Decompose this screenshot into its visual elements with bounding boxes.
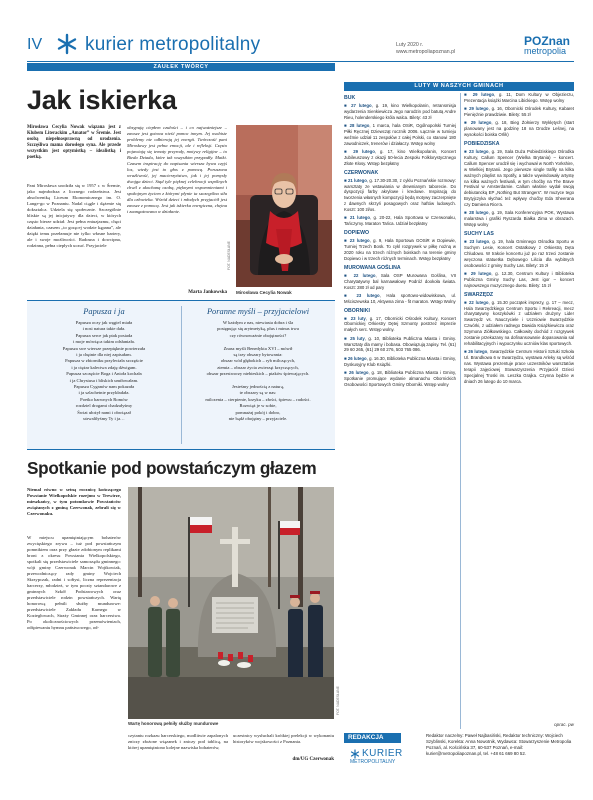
article-body-col1: Pani Mirosława urodziła się w 1957 r. w Śremie, jako najmłodsza z licznego rodzeństwa. Jest absolwentką Liceum Ekonomicznego im. O. Lange-go w Poznaniu. Nadal ciągle i dążenie się doksztalca. Udziela się społecznie. Szczególnie bliskie są jej inicjatywy dla dzieci, w których często bierze udział. Jest pełna entuzjazmu, chęci działania, czasem „to gorącej wodzie kąpana”, ale dzięki temu przełamuje nie tylko własne bariery, ale i swoje możliwości. Radosna i dowcipna, rodzinna, pełna ciepłych uczuć. Przyjaciele (27, 183, 121, 248)
bullet-icon: ■ (344, 149, 354, 155)
event-date: 23 lutego (356, 292, 380, 298)
poem-line: Rozwiąż je w sobie, (239, 403, 277, 409)
bullet-icon: ■ (464, 149, 470, 155)
article2-title: Spotkanie pod powstańczym głazem (27, 458, 317, 478)
event-text: g. 10, Biblioteka Publiczna Miasta i Gminy. Warsztaty dla mamy i bobasa. Obowiązują zapisy. Tel. (61) 29 60 265, (61) 29 60 276, 503 765 086. (344, 335, 456, 353)
poem2-lines (183, 320, 333, 423)
poem-line: i ja ciężar kalectwa zdaję dźwigam. (71, 364, 137, 370)
event-entry: ■ 23 lutego, g. 19, Sala Duża Pobiedziskiego Ośrodka Kultury, Callum Spencer (Wielka Brytania) – koncert. Callum Spencer urodził się i wychował w North Yorkshire, w Wielkiej Brytanii. Jego pierwsze single trafiły na kilka ważnych playlist na Spotify, a także wywindowały artystę na kilka ważnych festiwali, w tym choćby na The Brave Festival w Amsterdamie. Callum właśnie wydał swoją debiutancką EP „Nothing But Strangers”. W muzyce tego Brytyjczyka słychać też wpływy choćby Eda Sheerana czy Damiena Rice'a. (464, 149, 574, 208)
poem-line: pomnażaj pokój i dobro, (235, 409, 281, 415)
bullet-icon: ■ (464, 299, 470, 305)
article2-body-col1: W miejscu upamiętniającym bohaterów zwycięskiego zrywu – tuż pod powstańczym pomnikiem oraz przy głazie zdobionym replikami broni z okresu Powstania Wielkopolskiego, spotkali się przedstawiciele samorządu gminnego: wójt gminy Czerwonak Marcin Wojtkowiak, przewodniczący rady gminy Wojciech Skrzypczak, radni i sołtysi, liczna reprezentacja harcerzy, młodzież, w tym poczty sztandarowe z gminnych Szkół Podstawowych oraz przedstawiciele rodzin powstańczych. Wartę honorową pełnili służby mundurowe: przedstawiciele Zakładu Karnego w Koziegłowach, Straży Gminnej oraz harcerstwa. Po okolicznościowych przemówieniach, odśpiewaniu hymnu państwowego, od- (27, 535, 121, 630)
events-col2 (464, 92, 574, 722)
bullet-icon: ■ (464, 92, 473, 97)
bullet-icon: ■ (344, 335, 351, 341)
event-date: 29 lutego (470, 271, 492, 277)
event-text: g. 16.30, Biblioteka Publiczna Miasta i Gminy, Dyskusyjny Klub Książki. (344, 355, 456, 367)
poem-line: i nosi natura takie dała. (82, 326, 126, 332)
event-date: 25 luty (350, 335, 365, 341)
poem-line: Papusza szczęście Boga i Anioła kochała (66, 371, 142, 377)
article2-author: dm/UG Czerwonak (292, 757, 334, 762)
bullet-icon: ■ (344, 315, 351, 321)
section-label (27, 63, 335, 71)
header-rule (27, 61, 574, 62)
event-text: g. 17.30-20.30, z cyklu Poznańskie rozmowy: warsztaty ze wstawiania w drewnianym taborecie. Do dyspozycji farby akrylowe i kredowe. Inspiracją do tworzenia własnych kompozycji będą motywy zaczerpnięte z dawnych skrzyń posagowych oraz haftów ludowych. Koszt: 100 zł/os. (344, 177, 456, 213)
article-title: Jak iskierka (27, 85, 177, 115)
event-date: 28 lutego (349, 123, 370, 129)
poem-line: ziemia – obszar życia zwierząt krzyczących, (217, 364, 299, 370)
poem-line: obszar wód głębokich – ryb milczących, (220, 358, 296, 364)
poem-line: Papusza Cyganów nam pokazała (73, 384, 135, 390)
bullet-icon: ■ (464, 106, 470, 112)
events-town-heading: MUROWANA GOŚLINA (344, 264, 401, 271)
event-entry: ■ 28 lutego, 1 marca, hala OSiR, Ogólnopolski Turniej Piłki Ręcznej Dziewcząt rocznik 2006. Łącznie w turnieju weźmie udział 11 zespołów z całej Polski, co stanowi 180 zawodniczek, trenerów i działaczy. Wstęp wolny (344, 123, 456, 146)
poem-line: Papusza serce jak ptak posiada (75, 332, 133, 338)
event-date: 23 lutego (469, 149, 489, 155)
event-date: 28 lutego (469, 210, 489, 216)
event-text: g. 17, kino Wielkopolanin, Koncert Jubileuszowy z okazji 50-lecia Zespołu Folklorystycznego Złote Kłosy. Wstęp bezpłatny (344, 149, 456, 166)
kurier-logo-bottom: METROPOLITALNY (350, 759, 396, 765)
poem-line: Znasz myśli Benedykta XVI – mówił (223, 345, 293, 351)
event-date: 23 lutego (349, 238, 370, 244)
kurier-logo-top: KURIER (362, 748, 403, 759)
bullet-icon: ■ (344, 238, 350, 244)
poem-line: Papusza swe wiersze przepięknie powierzała (62, 345, 146, 351)
event-entry: ■ 29 lutego, g. 17, kino Wielkopolanin, Koncert Jubileuszowy z okazji 50-lecia Zespołu Folklorystycznego Złote Kłosy. Wstęp bezpłatny (344, 149, 456, 166)
event-entry: ■ 23 lutego, Hala sportowo-widowiskowa, ul. Mściszewska 10, Aktywna zima - fit maraton. Wstęp Wolny (344, 292, 456, 304)
event-text: g. 19, Sala Konferencyjna POK, Wystawa malarstwa i grafiki Ryszarda Białka Zima w obrazach. Wstęp wolny (464, 210, 574, 228)
events-town-heading: BUK (344, 95, 356, 101)
event-entry: ■ 23 lutego, g. 19, hala Gminnego Ośrodka Sportu w Suchym Lesie, Koncert Ostatkowy z Orkiestrą Dęta Chludowo. W trakcie koncertu już po raz trzeci zostanie wręczona statuetka Dębowego Liścia dla wybitnych osobowości z gminy Suchy Las. Bilety: 15 zł (464, 239, 574, 268)
bullet-icon: ■ (344, 215, 351, 221)
issue-date: Luty 2020 r. (396, 42, 424, 48)
event-entry: ■ 26 lutego, Swarzędzkie Centrum Historii Sztuki Szkoła Ul. Brandkowa 6 w Swarzędzu, wystawa Arleky są wśród nas. Wystawa prezentuje prace uczestników warsztatów terapii zajęciowej Stowarzyszenia Przyjaciół Dzieci Specjalnej Troski im. Leszka Grajka. Czynna będzie w dniach 26 lutego do 10 marca. (464, 349, 574, 384)
metropolia-logo (524, 36, 574, 56)
asterisk-small-icon (350, 749, 360, 759)
event-text: Swarzędzkie Centrum Historii Sztuki Szkoła Ul. Brandkowa 6 w Swarzędzu, wystawa Arleky są wśród nas. Wystawa prezentuje prace uczestników warsztatów terapii zajęciowej Stowarzyszenia Przyjaciół Dzieci Specjalnej Troski im. Leszka Grajka. Czynna będzie w dniach 26 lutego do 10 marca. (464, 349, 574, 384)
event-entry: ■ 23 luty, g. 17, Obornicki Ośrodek Kultury, Koncert Obornickiej Orkiestry Dętej Szmonty postrzeż imprezie małych serc. Wstęp wolny. (344, 315, 456, 333)
bullet-icon: ■ (344, 355, 348, 361)
poem-line: Papusza oczy jak węgiel miała (75, 320, 133, 325)
events-header-text: LUTY W NASZYCH GMINACH (414, 83, 504, 89)
poem-line: nie bądź obojętny – przyjaciele. (228, 416, 288, 422)
events-town-heading: DOPIEWO (344, 230, 370, 237)
poem-line: są trzy obszary bytowania: (233, 352, 283, 358)
event-text: g. 20-22, Hala Sportowa w Czerwonaku, Tańczymy. Maraton Tańca. Udział bezpłatny (344, 215, 456, 227)
poem-line: i ja chętnie dla niej zapisałam. (76, 352, 132, 358)
event-date: 29 lutego (353, 149, 375, 155)
event-entry: ■ 22 lutego, g. 15.30 początek imprezy, g. 17 – mecz, Hala Swarzędzkiego Centrum Sportu i Rekreacji, mecz charytatywny koszykówki z udziałem drużyny Lider Swarzędz vs. Nauczyciele i Uczniowie Swarzędzkie Czwórki, z udziałem radnego Dawida Książkiewicza oraz Szymona Ziółkowskiego. Całkowity dochód z rozgrywek zostanie przekazany na dofinansowanie dopasowania sal rehabilitacyjnych i wypoczynku uczniów klas sportowych. (464, 299, 574, 346)
event-text: g. 12.30, Centrum Kultury i Biblioteka Publiczna Gminy Suchy Las, Jest igor – koncert najnowszego muzycznego duetu. Bilety: 15 zł (464, 271, 574, 288)
event-date: 29 lutego (470, 120, 492, 126)
event-entry: ■ 29 lutego, g. 12.30, Centrum Kultury i Biblioteka Publiczna Gminy Suchy Las, Jest igor – koncert najnowszego muzycznego duetu. Bilety: 15 zł (464, 271, 574, 288)
poem-line: Papusza w zbiorniku przyleciała szczęście (65, 358, 143, 364)
events-town-heading: OBORNIKI (344, 307, 370, 314)
poem1-title: Papusza i ja (83, 307, 125, 316)
event-date: 29 lutego (472, 92, 495, 97)
ceremony-photo (128, 487, 334, 719)
poem-line: i ja szlachetnie przykładała. (78, 390, 130, 396)
event-date: 22 lutego (469, 299, 489, 305)
events-town-heading: POBIEDZISKA (464, 141, 500, 148)
event-entry: ■ 23 lutego, g. 9, Hala Sportowa GOSiR w Dopiewie, Turniej Trzech Bosk. To cykl rozgrywek w piłkę nożną w 2020 roku na trzech różnych boiskach na terenie gminy Dopiewo i w trzech różnych terminach. Wstęp bezpłatny (344, 238, 456, 261)
event-entry: ■ 28 lutego, g. 19, Sala Konferencyjna POK, Wystawa malarstwa i grafiki Ryszarda Białka Zima w obrazach. Wstęp wolny (464, 210, 574, 228)
article-body-col2: obsypują ciepłem czułości – i co najważniejsze – zawsze jest gotowa nieść pomoc innym. Jej osobiste problemy nie odbierają jej energii. Twórczość pani Mirosławy jest pełna emocji, ale i refleksji. Często pojawiają się tematy przyrody, motywy religijne – to Bieda Dziadu, które tak wszystkim przypadły. Matki. Czasem inspirację do napisania wiersza bywa czyjś los, wtedy jest to głos z pomocą. Poruszona wrażliwość, jej macierzyństwo, jak i jej pomysły dwojga dzieci. Stąd tyle pięknej celebracji wspólnych chwil z ukochaną osobą, pięknymi wspomnieniami i spokojnym życiem z którymi płynie ta szczególna siła dla człowieka. Wśród dzieci i młodych przyjaciół jest zawsze z pomocą. Jest jak iskierka energiczna, chętna i zaangażowana w działanie. (127, 125, 227, 214)
events-town-heading: CZERWONAK (344, 169, 379, 176)
events-col1 (344, 92, 456, 732)
events-town-heading: SWARZĘDZ (464, 291, 494, 298)
event-text: g. 9, Hala Sportowa GOSiR w Dopiewie, Turniej Trzech Bosk. To cykl rozgrywek w piłkę nożną w 2020 roku na trzech różnych boiskach na terenie gminy Dopiewo i w trzech różnych terminach. Wstęp bezpłatny (344, 238, 456, 261)
bullet-icon: ■ (344, 369, 349, 375)
article2-body-col3: uczestnicy wysłuchali krótkiej prelekcji w wykonaniu historyków wojskowości z Poznania. (233, 733, 334, 744)
event-date: 23 lutego (469, 239, 490, 245)
event-entry: ■ 22 lutego, Sala OSP Murowana Goślina, VII Charytatywny bal karnawałowy Podróż dookoła świata. Koszt: 280 zł od pary (344, 272, 456, 290)
event-text: 1 marca, hala OSiR, Ogólnopolski Turniej Piłki Ręcznej Dziewcząt rocznik 2006. Łącznie w turnieju weźmie udział 11 zespołów z całej Polski, co stanowi 180 zawodniczek, trenerów i działaczy. Wstęp wolny (344, 123, 456, 146)
page-number: IV (27, 36, 43, 53)
kurier-logo (350, 748, 410, 765)
events-town-heading: SUCHY LAS (464, 231, 494, 238)
event-text: g. 18, Biblioteka Publiczna Miasta i Gminy, Spotkanie promujące wydanie almanachu Obornickich Osobowości Sportowych Gminy Oborniki. Wstęp wolny (344, 369, 456, 387)
poem-line: i moje mówiąca takim odsłaniała. (73, 339, 135, 345)
event-date: 23 luty (350, 315, 366, 321)
event-text: Sala OSP Murowana Goślina, VII Charytatywny bal karnawałowy Podróż dookoła świata. Koszt: 280 zł od pary (344, 272, 456, 290)
bullet-icon: ■ (344, 292, 357, 298)
brand-title: kurier metropolitalny (85, 34, 261, 55)
events-footer: oprac. pw (554, 722, 574, 727)
poem-line: obszar przestworzy niebieskich – ptaków śpiewających. (206, 371, 310, 377)
event-text: g. 18, Bieg Żołnierzy Wyklętych (start planowany jest na godzinę 18 na Drodze Leśnej, na wysokości boiska Orlik) (464, 120, 574, 138)
event-date: 26 lutego (349, 369, 369, 375)
poem-line: W każdym z nas, niewiasta dobra i śla (222, 320, 294, 325)
poems-divider (181, 306, 182, 444)
poem-line: Świat ułożył nami i obwiązał (77, 409, 131, 415)
bullet-icon: ■ (344, 272, 354, 278)
event-date: 21 lutego (347, 177, 367, 183)
poem-line: czy równoważnie obojętności? (229, 332, 287, 338)
bullet-icon: ■ (344, 102, 352, 108)
bullet-icon: ■ (344, 177, 348, 183)
event-entry: ■ 29 lutego, g. 18, Bieg Żołnierzy Wyklętych (start planowany jest na godzinę 18 na Drodze Leśnej, na wysokości boiska Orlik) (464, 120, 574, 138)
bullet-icon: ■ (464, 239, 470, 245)
redakcja-label-text: REDAKCJA (348, 734, 384, 741)
bullet-icon: ■ (464, 349, 469, 355)
section-label-text: ZAUŁEK TWÓRCY (153, 64, 209, 70)
event-text: g. 19, Sala Duża Pobiedziskiego Ośrodka Kultury, Callum Spencer (Wielka Brytania) – koncert. Callum Spencer urodził się i wychował w North Yorkshire, w Wielkiej Brytanii. Jego pierwsze single trafiły na kilka ważnych playlist na Spotify, a także wywindowały artystę na kilka ważnych festiwali, w tym choćby na The Brave Festival w Amsterdamie. Callum właśnie wydał swoją debiutancką EP „Nothing But Strangers”. W muzyce tego Brytyjczyka słychać też wpływy choćby Eda Sheerana czy Damiena Rice'a. (464, 149, 574, 208)
article2-body-col2: czytaniu rozkazu harcerskiego, modlitwie zapalonych zniczy złożone wiązanek i zniczy pod tablicą, na której upamiętniono kolejne nazwiska bohaterów, (128, 733, 228, 750)
event-text: g. 17, Obornicki Ośrodek Kultury, Koncert Obornickiej Orkiestry Dętej Szmonty postrzeż imprezie małych serc. Wstęp wolny. (344, 315, 456, 333)
poem-line: Poetko barwnych Romów (80, 396, 128, 402)
events-divider (460, 93, 461, 729)
portrait-caption: Mirosława Cecylia Nowak (236, 290, 292, 295)
article-author: Marta Jankowska (188, 290, 227, 295)
bullet-icon: ■ (464, 210, 470, 216)
portrait-photo (236, 125, 332, 287)
redakcja-info: Redaktor naczelny: Paweł Najbasiński, Redaktor techniczny: Wojciech Szyblinski, Korekta: Anna Nowotnik, Wydawca: Stowarzyszenie Metropolia Poznań, al. Kościńska 37, 60-537 Poznań, e-mail: kurier@metropoliapoznan.pl, tel. +48 61 669 80 52. (426, 733, 572, 756)
event-date: 26 lutego (468, 349, 488, 355)
event-entry: ■ 27 lutego, g. 19, kino Wielkopolanin, retransmisja wydarzenia Sienkiewicza Jego narodzin pod batutą Andre Rieu, holenderskiego króla walca. Bilety: 43 zł (344, 102, 456, 120)
redakcja-label (344, 733, 401, 743)
event-text: Hala sportowo-widowiskowa, ul. Mściszewska 10, Aktywna zima - fit maraton. Wstęp Wolny (344, 292, 456, 304)
event-text: g. 19, hala Gminnego Ośrodka Sportu w Suchym Lesie, Koncert Ostatkowy z Orkiestrą Dęta Chludowo. W trakcie koncertu już po raz trzeci zostanie wręczona statuetka Dębowego Liścia dla wybitnych osobowości z gminy Suchy Las. Bilety: 15 zł (464, 239, 574, 268)
poem-line: milczenia – cierpienie, krzyku – złości, śpiewu – radości. (205, 396, 311, 402)
metropolia-logo-bottom: metropolia (524, 46, 567, 56)
event-date: 29 lutego (469, 106, 489, 112)
event-text: g. 19, kino Wielkopolanin, retransmisja wydarzenia Sienkiewicza Jego narodzin pod batutą Andre Rieu, holenderskiego króla walca. Bilety: 43 zł (344, 102, 456, 120)
poem-line: i ja Chrystusa i bliskich umiłowałam. (69, 377, 139, 383)
event-entry: ■ 26 lutego, g. 18, Biblioteka Publiczna Miasta i Gminy, Spotkanie promujące wydanie almanachu Obornickich Osobowości Sportowych Gminy Oborniki. Wstęp wolny (344, 369, 456, 387)
event-date: 26 lutego (347, 355, 367, 361)
events-header (344, 82, 574, 91)
poem-line: utrwaliłyśmy Ty i ja… (83, 416, 125, 422)
poem-line: Jesteśmy jednością z naturą, (231, 384, 285, 390)
poem2-title: Poranne myśli – przyjacielowi (206, 307, 310, 316)
poem-line: te obszary są w nas: (239, 390, 277, 396)
event-entry: ■ 29 lutego, g. 11, Dom Kultury w Objezierzu, Prezentacja książki Marcina Libickiego. Wstęp wolny (464, 92, 574, 103)
event-text: g. 15.30 początek imprezy, g. 17 – mecz, Hala Swarzędzkiego Centrum Sportu i Rekreacji, mecz charytatywny koszykówki z udziałem drużyny Lider Swarzędz vs. Nauczyciele i Uczniowie Swarzędzkie Czwórki, z udziałem radnego Dawida Książkiewicza oraz Szymona Ziółkowskiego. Całkowity dochód z rozgrywek zostanie przekazany na dofinansowanie dopasowania sal rehabilitacyjnych i wypoczynku uczniów klas sportowych. (464, 299, 574, 346)
website-link[interactable]: www.metropoliapoznan.pl (396, 49, 456, 55)
event-entry: ■ 26 lutego, g. 16.30, Biblioteka Publiczna Miasta i Gminy, Dyskusyjny Klub Książki. (344, 355, 456, 367)
event-date: 22 lutego (353, 272, 376, 278)
event-date: 27 lutego (351, 102, 372, 108)
event-date: 21 lutego (350, 215, 371, 221)
event-entry: ■ 25 luty, g. 10, Biblioteka Publiczna Miasta i Gminy. Warsztaty dla mamy i bobasa. Obowiązują zapisy. Tel. (61) 29 60 265, (61) 29 60 276, 503 765 086. (344, 335, 456, 353)
event-entry: ■ 29 lutego, g. 16, Obornicki Ośrodek Kultury, Kabaret Pieniężnie prawdziwie. Bilety: 55 zł (464, 106, 574, 118)
event-entry: ■ 21 lutego, g. 20-22, Hala Sportowa w Czerwonaku, Tańczymy. Maraton Tańca. Udział bezpłatny (344, 215, 456, 227)
poem-line: rozdziel drogami chadzałyśmy (75, 403, 133, 409)
article2-lead: Niemal równo w setną rocznicę kończącego Powstanie Wielkopolskie rozejmu w Trewirze, mieszkańcy, w tym potomkowie Powstańców zwiążanych z gminą Czerwonak, zebrali się w Czerwonaku. (27, 487, 121, 516)
event-text: g. 11, Dom Kultury w Objezierzu, Prezentacja książki Marcina Libickiego. Wstęp wolny (464, 92, 574, 103)
bullet-icon: ■ (344, 123, 350, 129)
portrait-photo-credit: FOT. NADESŁANE (227, 241, 231, 270)
metropolia-logo-top: POZnan (524, 34, 571, 48)
ceremony-photo-credit: FOT. NADESŁANE (336, 686, 340, 715)
poem1-lines (27, 320, 181, 423)
article-lead: Mirosława Cecylia Nowak wiązana jest z Klubem Literackim „Amator” w Śremie. Jest osobą niepełnosprawną od urodzenia. Szczęśliwa mama dorosłego syna. Ale przede wszystkim jest optymistką – idealistką i poetką. (27, 125, 121, 160)
ceremony-caption: Wartę honorową pełniły służby mundurowe (128, 721, 219, 726)
event-text: g. 16, Obornicki Ośrodek Kultury, Kabaret Pieniężnie prawdziwie. Bilety: 55 zł (464, 106, 574, 118)
event-entry: ■ 21 lutego, g. 17.30-20.30, z cyklu Poznańskie rozmowy: warsztaty ze wstawiania w drewnianym taborecie. Do dyspozycji farby akrylowe i kredowe. Inspiracją do tworzenia własnych kompozycji będą motywy zaczerpnięte z dawnych skrzyń posagowych oraz haftów ludowych. Koszt: 100 zł/os. (344, 177, 456, 213)
poem-line: postępując się arytmetyką, plus i minus trwa (217, 326, 299, 332)
bullet-icon: ■ (464, 120, 471, 126)
bullet-icon: ■ (464, 271, 471, 277)
asterisk-icon (56, 33, 78, 55)
